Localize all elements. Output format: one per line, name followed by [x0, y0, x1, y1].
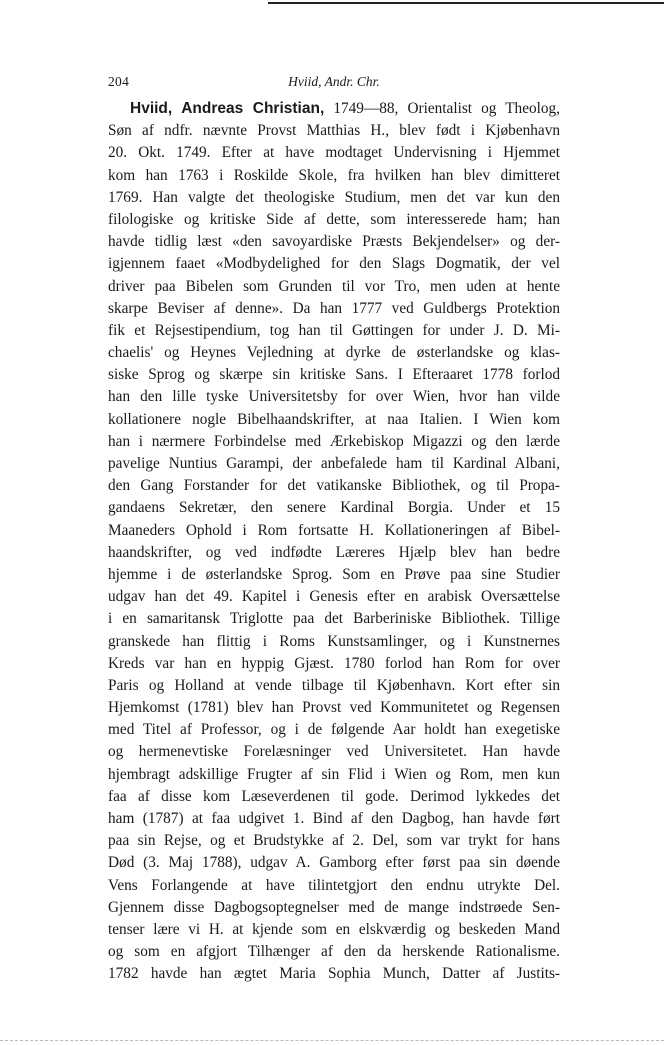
text-line: hjemme i de østerlandske Sprog. Som en Prøve paa sine Studier [108, 565, 560, 583]
text-line: 1769. Han valgte det theologiske Studium, men det var kun den [108, 188, 560, 206]
text-line: 1782 havde han ægtet Maria Sophia Munch, Datter af Justits- [108, 965, 560, 983]
text-line: den Gang Forstander for det vatikanske Bibliothek, og til Propa- [108, 477, 560, 495]
text-line: Kreds var han en hyppig Gjæst. 1780 forlod han Rom for over [108, 654, 560, 672]
text-line: udgav han det 49. Kapitel i Genesis efter en arabisk Oversættelse [108, 588, 560, 606]
top-rule [268, 2, 664, 4]
entry-first-line-text: 1749—88, Orientalist og Theolog, [333, 100, 560, 117]
running-head: Hviid, Andr. Chr. [288, 74, 380, 89]
page-number: 204 [108, 74, 130, 89]
text-line: havde tidlig læst «den savoyardiske Præsts Bekjendelser» og der- [108, 233, 560, 251]
text-line: driver paa Bibelen som Grunden til vor Tro, men uden at hente [108, 277, 560, 295]
text-line: hjembragt adskillige Frugter af sin Flid i Wien og Rom, men kun [108, 765, 560, 783]
text-line: igjennem faaet «Modbydelighed for den Slags Dogmatik, der vel [108, 255, 560, 273]
text-line: og hermenevtiske Forelæsninger ved Universitetet. Han havde [108, 743, 560, 761]
text-line: og som en afgjort Tilhænger af den da herskende Rationalisme. [108, 943, 560, 961]
text-line: filologiske og kritiske Side af dette, som interesserede ham; han [108, 210, 560, 228]
entry-first-line [108, 98, 560, 120]
text-line: pavelige Nuntius Garampi, der anbefalede ham til Kardinal Albani, [108, 455, 560, 472]
text-line: granskede han flittig i Roms Kunstsamlinger, og i Kunstnernes [108, 632, 560, 650]
text-line: Vens Forlangende at have tilintetgjort den endnu utrykte Del. [108, 876, 560, 894]
text-line: skarpe Beviser af denne». Da han 1777 ved Guldbergs Protektion [108, 299, 560, 317]
text-line: Paris og Holland at vende tilbage til Kjøbenhavn. Kort efter sin [108, 676, 560, 694]
text-line: Gjennem disse Dagbogsoptegnelser med de mange indstrøede Sen- [108, 898, 560, 916]
text-line: kom han 1763 i Roskilde Skole, fra hvilken han blev dimitteret [108, 166, 560, 184]
bottom-rule [0, 1040, 664, 1041]
text-line: i en samaritansk Triglotte paa det Barberiniske Bibliothek. Tillige [108, 610, 560, 628]
text-line: tenser lære vi H. at kjende som en elskværdig og beskeden Mand [108, 920, 560, 938]
text-line: ham (1787) at faa udgivet 1. Bind af den Dagbog, han havde ført [108, 810, 560, 827]
text-line: med Titel af Professor, og i de følgende Aar holdt han exegetiske [108, 721, 560, 739]
text-line: chaelis' og Heynes Vejledning at dyrke de østerlandske og klas- [108, 344, 560, 362]
text-line: fik et Rejsestipendium, tog han til Gøttingen for under J. D. Mi- [108, 321, 560, 339]
headword: Hviid, Andreas Christian, [130, 100, 325, 117]
text-line: Maaneders Ophold i Rom fortsatte H. Kollationeringen af Bibel- [108, 521, 560, 539]
text-line: Død (3. Maj 1788), udgav A. Gamborg efter først paa sin døende [108, 854, 560, 872]
biography-entry [108, 98, 560, 986]
text-line: Hjemkomst (1781) blev han Provst ved Kommunitetet og Regensen [108, 699, 560, 717]
text-line: kollationere nogle Bibelhaandskrifter, at naa Italien. I Wien kom [108, 410, 560, 428]
text-line: haandskrifter, og ved indfødte Læreres Hjælp blev han bedre [108, 543, 560, 561]
page-header [108, 74, 560, 94]
text-line: han i nærmere Forbindelse med Ærkebiskop Migazzi og den lærde [108, 432, 560, 450]
text-line: han den lille tyske Universitetsby for over Wien, hvor han vilde [108, 388, 560, 406]
text-line: gandaens Sekretær, den senere Kardinal Borgia. Under et 15 [108, 499, 560, 517]
text-line: faa af disse kom Læseverdenen til gode. Derimod lykkedes det [108, 787, 560, 805]
text-line: 20. Okt. 1749. Efter at have modtaget Undervisning i Hjemmet [108, 144, 560, 162]
text-line: Søn af ndfr. nævnte Provst Matthias H., blev født i Kjøbenhavn [108, 122, 560, 140]
text-line: paa sin Rejse, og et Brudstykke af 2. Del, som var trykt for hans [108, 832, 560, 850]
text-line: siske Sprog og skærpe sin kritiske Sans. I Efteraaret 1778 forlod [108, 366, 560, 384]
